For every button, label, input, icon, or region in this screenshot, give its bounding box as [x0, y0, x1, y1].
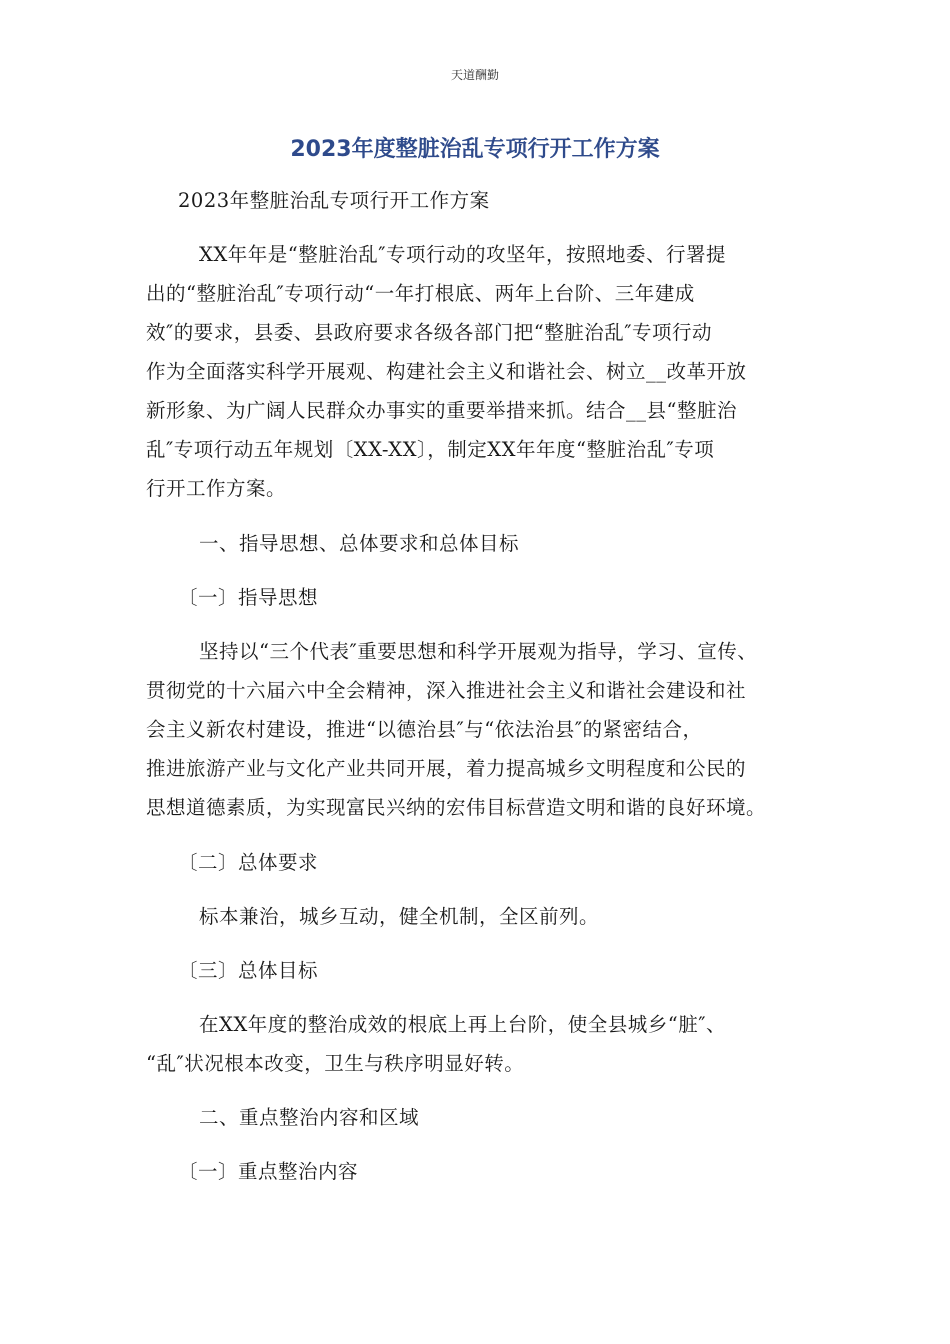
goals-line: 在XX年度的整治成效的根底上再上台阶，使全县城乡“脏″、: [199, 1013, 727, 1036]
subsection-heading-requirements: 〔二〕总体要求: [178, 851, 319, 874]
intro-line: 新形象、为广阔人民群众办事实的重要举措来抓。结合__县“整脏治: [146, 399, 737, 422]
document-subtitle: 2023年整脏治乱专项行开工作方案: [178, 189, 490, 212]
page-header: 天道酬勤: [450, 68, 499, 82]
document-title: 2023年度整脏治乱专项行开工作方案: [290, 137, 660, 162]
subsection-heading-goals: 〔三〕总体目标: [178, 959, 319, 982]
guiding-line: 会主义新农村建设，推进“以德治县″与“依法治县″的紧密结合，: [146, 718, 703, 741]
intro-line: 效″的要求，县委、县政府要求各级各部门把“整脏治乱″专项行动: [146, 321, 713, 344]
intro-line: 行开工作方案。: [146, 477, 287, 500]
intro-line: 乱″专项行动五年规划〔XX-XX〕，制定XX年年度“整脏治乱″专项: [146, 438, 715, 461]
intro-line: 出的“整脏治乱″专项行动“一年打根底、两年上台阶、三年建成: [146, 282, 695, 305]
guiding-line: 推进旅游产业与文化产业共同开展，着力提高城乡文明程度和公民的: [146, 757, 747, 780]
goals-line: “乱″状况根本改变，卫生与秩序明显好转。: [146, 1052, 525, 1075]
subsection-heading-guiding: 〔一〕指导思想: [178, 586, 319, 609]
guiding-line: 思想道德素质，为实现富民兴纳的宏伟目标营造文明和谐的良好环境。: [146, 796, 767, 819]
subsection-heading-key-content: 〔一〕重点整治内容: [178, 1160, 359, 1183]
guiding-line: 坚持以“三个代表″重要思想和科学开展观为指导，学习、宣传、: [199, 640, 758, 663]
guiding-line: 贯彻党的十六届六中全会精神，深入推进社会主义和谐社会建设和社: [146, 679, 747, 702]
section-heading-1: 一、指导思想、总体要求和总体目标: [199, 532, 520, 555]
requirements-text: 标本兼治，城乡互动，健全机制，全区前列。: [199, 905, 600, 928]
section-heading-2: 二、重点整治内容和区域: [199, 1106, 420, 1129]
intro-line: 作为全面落实科学开展观、构建社会主义和谐社会、树立__改革开放: [146, 360, 747, 383]
intro-line: XX年年是“整脏治乱″专项行动的攻坚年，按照地委、行署提: [199, 243, 727, 266]
